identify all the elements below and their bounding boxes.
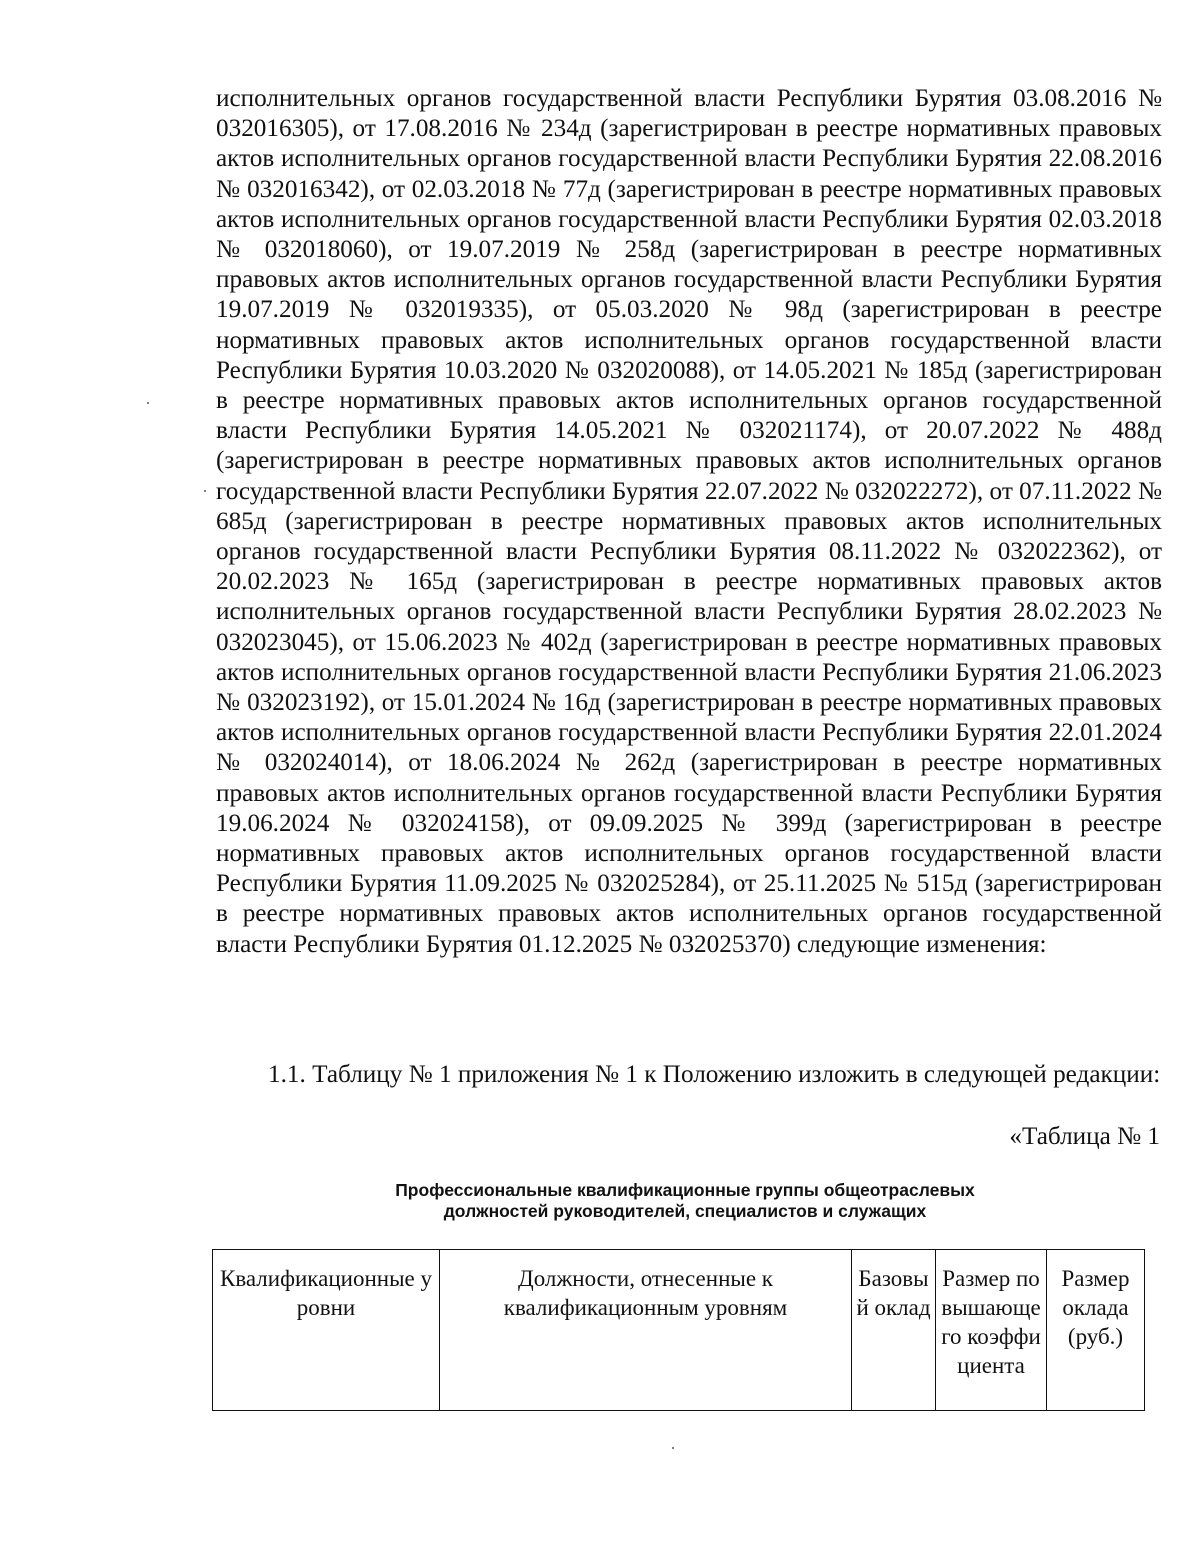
qualification-table — [212, 1249, 1145, 1411]
table-header-row — [213, 1250, 1145, 1411]
item-paragraph: 1.1. Таблицу № 1 приложения № 1 к Положению изложить в следующей редакции: — [268, 1061, 1161, 1088]
scan-speck — [204, 490, 206, 492]
header-base-salary: Базовый оклад — [852, 1250, 936, 1411]
header-qualification-levels: Квалификационные уровни — [213, 1250, 440, 1411]
table-title — [300, 1180, 1070, 1222]
scan-speck — [672, 1447, 674, 1449]
header-salary-amount: Размер оклада (руб.) — [1047, 1250, 1145, 1411]
table-label: «Таблица № 1 — [1009, 1123, 1160, 1150]
table-title-line1: Профессиональные квалификационные группы общеотраслевых — [395, 1180, 975, 1200]
header-coefficient: Размер повышающего коэффициента — [936, 1250, 1047, 1411]
scan-speck — [147, 402, 149, 404]
table-title-line2: должностей руководителей, специалистов и служащих — [443, 1201, 927, 1221]
header-positions: Должности, отнесенные к квалификационным уровням — [440, 1250, 852, 1411]
body-paragraph: исполнительных органов государственной власти Республики Бурятия 03.08.2016 № 032016305), от 17.08.2016 № 234д (зарегистрирован в реестре нормативных правовых актов исполнительных органов государственной власти Республики Бурятия 22.08.2016 № 032016342), от 02.03.2018 № 77д (зарегистрирован в реестре нормативных правовых актов исполнительных органов государственной власти Республики Бурятия 02.03.2018 № 032018060), от 19.07.2019 № 258д (зарегистрирован в реестре нормативных правовых актов исполнительных органов государственной власти Республики Бурятия 19.07.2019 № 032019335), от 05.03.2020 № 98д (зарегистрирован в реестре нормативных правовых актов исполнительных органов государственной власти Республики Бурятия 10.03.2020 № 032020088), от 14.05.2021 № 185д (зарегистрирован в реестре нормативных правовых актов исполнительных органов государственной власти Республики Бурятия 14.05.2021 № 032021174), от 20.07.2022 № 488д (зарегистрирован в реестре нормативных правовых актов исполнительных органов государственной власти Республики Бурятия 22.07.2022 № 032022272), от 07.11.2022 № 685д (зарегистрирован в реестре нормативных правовых актов исполнительных органов государственной власти Республики Бурятия 08.11.2022 № 032022362), от 20.02.2023 № 165д (зарегистрирован в реестре нормативных правовых актов исполнительных органов государственной власти Республики Бурятия 28.02.2023 № 032023045), от 15.06.2023 № 402д (зарегистрирован в реестре нормативных правовых актов исполнительных органов государственной власти Республики Бурятия 21.06.2023 № 032023192), от 15.01.2024 № 16д (зарегистрирован в реестре нормативных правовых актов исполнительных органов государственной власти Республики Бурятия 22.01.2024 № 032024014), от 18.06.2024 № 262д (зарегистрирован в реестре нормативных правовых актов исполнительных органов государственной власти Республики Бурятия 19.06.2024 № 032024158), от 09.09.2025 № 399д (зарегистрирован в реестре нормативных правовых актов исполнительных органов государственной власти Республики Бурятия 11.09.2025 № 032025284), от 25.11.2025 № 515д (зарегистрирован в реестре нормативных правовых актов исполнительных органов государственной власти Республики Бурятия 01.12.2025 № 032025370) следующие изменения: — [216, 85, 1162, 958]
